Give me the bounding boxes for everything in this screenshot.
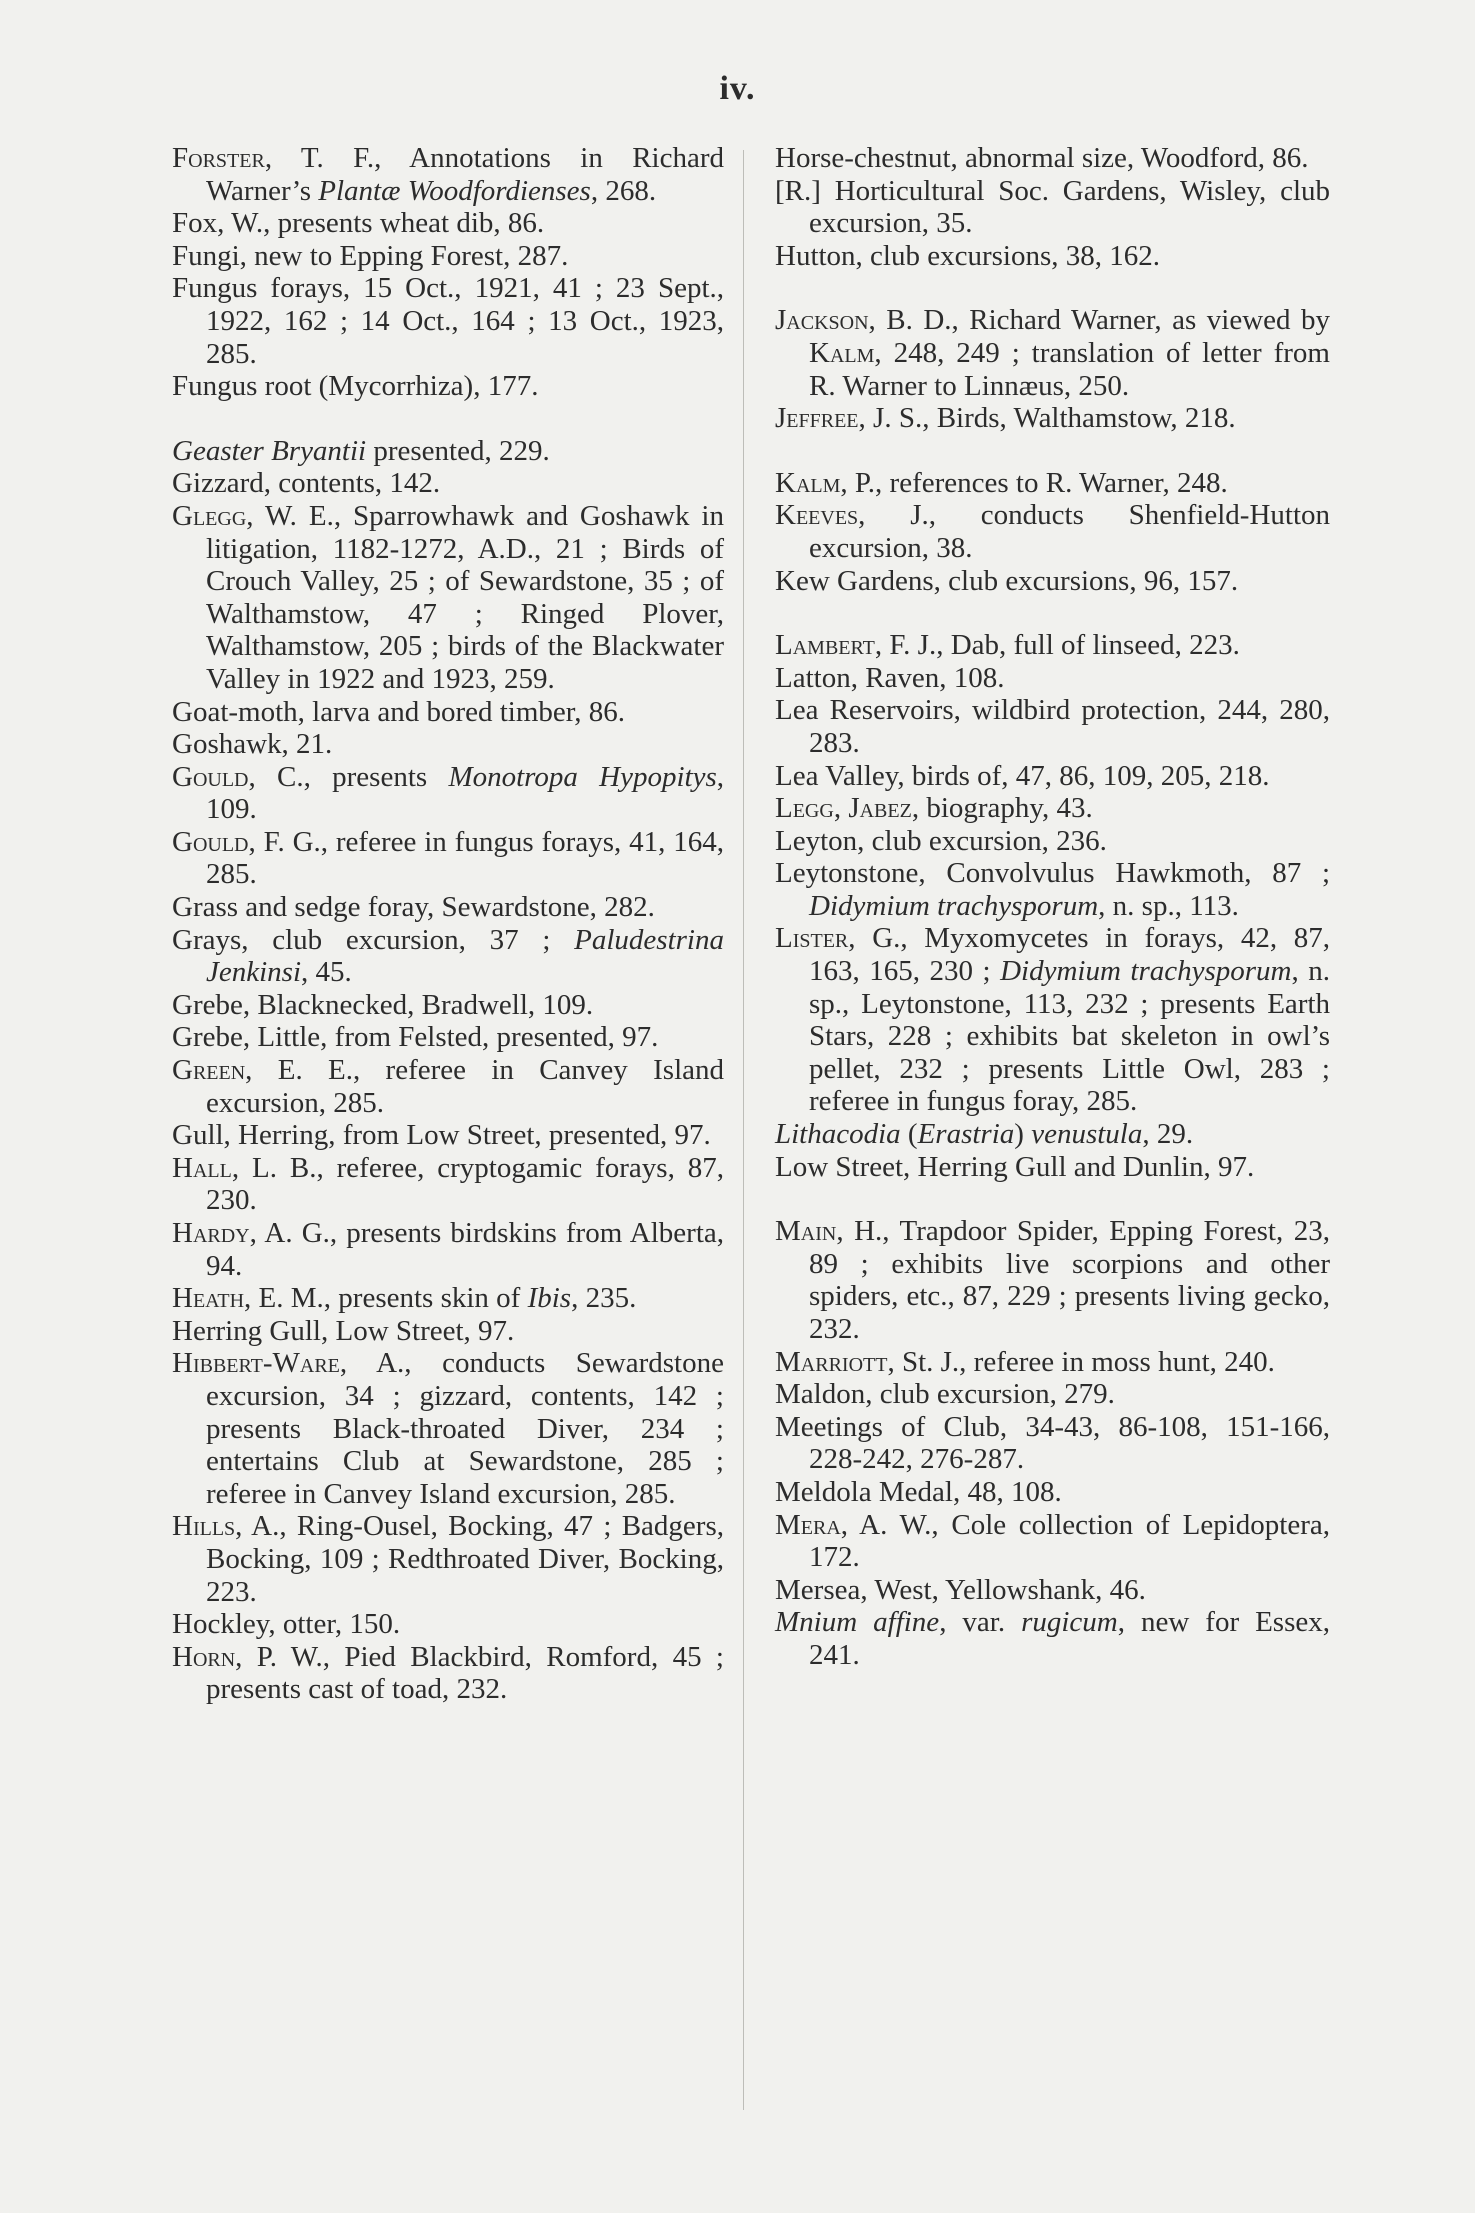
entry-name: Heath	[172, 1282, 245, 1315]
index-entry	[775, 1215, 1330, 1345]
entry-italic-text: Didymium trachysporum	[1000, 955, 1292, 988]
page-number: iv.	[719, 70, 756, 107]
entry-text: Grays, club excursion, 37 ;	[172, 923, 575, 956]
entry-text: , 248, 249 ; translation of letter from R. Warner to Linnæus, 250.	[809, 336, 1330, 402]
entry-text: , P. W., Pied Blackbird, Romford, 45 ; presents cast of toad, 232.	[206, 1640, 724, 1706]
entry-name: Jackson	[775, 304, 869, 337]
index-entry	[775, 1378, 1330, 1411]
entry-text: , A. W., Cole collection of Lepidoptera, 172.	[809, 1508, 1330, 1574]
entry-text: Gizzard, contents, 142.	[172, 467, 441, 500]
entry-text: Grass and sedge foray, Sewardstone, 282.	[172, 891, 655, 924]
index-entry	[172, 1315, 724, 1348]
entry-text: , C., presents	[248, 760, 449, 793]
entry-name: Hills	[172, 1510, 236, 1543]
entry-name: Marriott	[775, 1345, 888, 1378]
entry-name: Lambert	[775, 629, 875, 662]
entry-name: Hardy	[172, 1217, 250, 1249]
entry-text: , P., references to R. Warner, 248.	[840, 466, 1228, 499]
entry-name: Lister	[775, 922, 849, 955]
entry-italic-text: Ibis	[527, 1282, 572, 1315]
entry-text: Low Street, Herring Gull and Dunlin, 97.	[775, 1150, 1255, 1183]
index-entry	[172, 728, 724, 761]
index-entry	[172, 826, 724, 891]
index-entry	[775, 499, 1330, 564]
entry-text: Fungus forays, 15 Oct., 1921, 41 ; 23 Sept., 1922, 162 ; 14 Oct., 164 ; 13 Oct., 1923, 285.	[172, 272, 724, 370]
index-entry	[775, 1118, 1330, 1151]
entry-text: , E. M., presents skin of	[244, 1282, 528, 1315]
index-column-right	[775, 142, 1330, 1672]
index-entry	[775, 857, 1330, 922]
entry-text: , A., Ring-Ousel, Bocking, 47 ; Badgers, Bocking, 109 ; Redthroated Diver, Bocking, 223.	[206, 1510, 724, 1608]
entry-text: Hockley, otter, 150.	[172, 1608, 401, 1641]
entry-italic-text: Plantæ Woodfordienses	[318, 174, 591, 207]
index-entry	[172, 500, 724, 696]
index-entry	[172, 272, 724, 370]
index-entry	[775, 662, 1330, 695]
entry-name: Horn	[172, 1640, 236, 1673]
entry-text: , St. J., referee in moss hunt, 240.	[887, 1345, 1275, 1378]
entry-italic-text: rugicum	[1021, 1606, 1118, 1639]
entry-text: , 45.	[301, 956, 352, 989]
entry-text: , biography, 43.	[911, 792, 1093, 825]
index-entry	[172, 207, 724, 240]
index-entry	[172, 761, 724, 826]
entry-name: Gould	[172, 760, 249, 793]
entry-text: Leyton, club excursion, 236.	[775, 824, 1107, 857]
index-entry	[775, 792, 1330, 825]
entry-text: , n. sp., 113.	[1098, 889, 1239, 922]
entry-text: , W. E., Sparrowhawk and Goshawk in litigation, 1182-1272, A.D., 21 ; Birds of Crouch Valley, 25 ; of Sewardstone, 35 ; of Walthamstow, 47 ; Ringed Plover, Walthamstow, 205 ; birds of the Blackwater Valley in 1922 and 1923, 259.	[206, 499, 724, 695]
index-entry	[775, 694, 1330, 759]
entry-text: Goat-moth, larva and bored timber, 86.	[172, 695, 626, 728]
entry-name: Glegg	[172, 499, 247, 532]
entry-text: Leytonstone, Convolvulus Hawkmoth, 87 ;	[775, 857, 1330, 890]
index-entry	[775, 1509, 1330, 1574]
entry-text: Latton, Raven, 108.	[775, 661, 1005, 694]
index-entry	[172, 1282, 724, 1315]
index-entry	[172, 1021, 724, 1054]
entry-text: Maldon, club excursion, 279.	[775, 1378, 1115, 1411]
index-entry	[172, 240, 724, 273]
index-entry	[775, 1606, 1330, 1671]
index-entry	[775, 565, 1330, 598]
index-entry	[172, 1217, 724, 1282]
entry-italic-text: Geaster Bryantii	[172, 434, 367, 467]
index-entry	[775, 1476, 1330, 1509]
index-entry	[172, 1152, 724, 1217]
entry-name: Forster	[172, 142, 265, 174]
entry-text: Lea Reservoirs, wildbird protection, 244, 280, 283.	[775, 694, 1330, 759]
index-entry	[172, 696, 724, 729]
entry-text: Hutton, club excursions, 38, 162.	[775, 239, 1161, 272]
entry-name: Legg, Jabez	[775, 792, 912, 825]
index-entry	[172, 1608, 724, 1641]
entry-text: Herring Gull, Low Street, 97.	[172, 1314, 515, 1347]
entry-text: Goshawk, 21.	[172, 728, 333, 761]
entry-text: Fungus root (Mycorrhiza), 177.	[172, 370, 539, 403]
entry-italic-text: Erastria	[917, 1118, 1015, 1151]
entry-text: , 268.	[590, 174, 657, 207]
index-entry	[172, 1510, 724, 1608]
column-divider	[743, 150, 744, 2110]
entry-text: , 235.	[571, 1282, 637, 1315]
index-entry	[775, 304, 1330, 402]
index-entry	[172, 142, 724, 207]
entry-name: Hall	[172, 1151, 232, 1184]
index-entry	[775, 240, 1330, 273]
entry-text: presented, 229.	[366, 434, 550, 467]
index-entry	[172, 1347, 724, 1510]
index-entry	[775, 142, 1330, 175]
entry-text: , B. D., Richard Warner, as viewed by	[868, 304, 1330, 337]
entry-text: , var.	[939, 1606, 1022, 1639]
index-entry	[172, 370, 724, 403]
entry-name: Keeves	[775, 499, 859, 532]
entry-text: Grebe, Blacknecked, Bradwell, 109.	[172, 988, 594, 1021]
entry-text: , T. F., Annotations in Richard Warner’s	[206, 142, 724, 207]
index-entry	[172, 891, 724, 924]
entry-text: Horse-chestnut, abnormal size, Woodford, 86.	[775, 142, 1309, 174]
index-entry	[775, 402, 1330, 435]
entry-text: Mersea, West, Yellowshank, 46.	[775, 1573, 1146, 1606]
entry-text: Fox, W., presents wheat dib, 86.	[172, 207, 545, 240]
entry-text: Meldola Medal, 48, 108.	[775, 1475, 1062, 1508]
index-column-left	[172, 142, 724, 1706]
entry-italic-text: Monotropa Hypopitys	[448, 760, 717, 793]
entry-text: , A. G., presents birdskins from Alberta, 94.	[206, 1217, 724, 1282]
entry-text: Gull, Herring, from Low Street, presented, 97.	[172, 1119, 711, 1152]
entry-text: , G., Myxomycetes in forays, 42, 87, 163, 165, 230 ;	[809, 922, 1330, 988]
entry-text: , 109.	[206, 760, 725, 826]
entry-text: (	[900, 1118, 918, 1151]
entry-name: Mera	[775, 1508, 841, 1541]
entry-text: , 29.	[1142, 1118, 1194, 1151]
index-entry	[172, 924, 724, 989]
entry-text: , L. B., referee, cryptogamic forays, 87, 230.	[206, 1151, 724, 1217]
entry-text: , n. sp., Leytonstone, 113, 232 ; presents Earth Stars, 228 ; exhibits bat skeleton in owl’s pellet, 232 ; presents Little Owl, 283 ; referee in fungus foray, 285.	[809, 955, 1331, 1118]
entry-text: Lea Valley, birds of, 47, 86, 109, 205, 218.	[775, 759, 1270, 792]
entry-italic-text: venustula	[1031, 1118, 1143, 1151]
index-entry	[775, 1346, 1330, 1379]
entry-name: Green	[172, 1054, 246, 1087]
entry-name: Kalm	[809, 336, 875, 369]
entry-italic-text: Paludestrina Jenkinsi	[206, 923, 724, 989]
index-entry	[775, 175, 1330, 240]
entry-name: Gould	[172, 825, 249, 858]
entry-italic-text: Lithacodia	[775, 1118, 901, 1151]
index-entry	[775, 1411, 1330, 1476]
entry-text: , F. J., Dab, full of linseed, 223.	[874, 629, 1240, 662]
entry-text: , J. S., Birds, Walthamstow, 218.	[858, 402, 1236, 435]
index-entry	[172, 989, 724, 1022]
entry-italic-text: Mnium affine	[775, 1606, 940, 1639]
index-entry	[775, 1574, 1330, 1607]
index-entry	[775, 629, 1330, 662]
entry-text: , J., conducts Shenfield-Hutton excursion, 38.	[809, 499, 1330, 564]
index-entry	[775, 1151, 1330, 1184]
entry-text: Fungi, new to Epping Forest, 287.	[172, 239, 569, 272]
entry-text: )	[1014, 1118, 1032, 1151]
index-entry	[775, 922, 1330, 1118]
entry-text: [R.] Horticultural Soc. Gardens, Wisley, club excursion, 35.	[775, 174, 1330, 240]
entry-text: Grebe, Little, from Felsted, presented, 97.	[172, 1021, 659, 1054]
entry-text: , A., conducts Sewardstone excursion, 34 ; gizzard, contents, 142 ; presents Black-throated Diver, 234 ; entertains Club at Sewardstone, 285 ; referee in Canvey Island excursion, 285.	[206, 1347, 724, 1510]
index-entry	[172, 467, 724, 500]
entry-text: Kew Gardens, club excursions, 96, 157.	[775, 564, 1239, 597]
entry-text: , E. E., referee in Canvey Island excursion, 285.	[206, 1054, 724, 1119]
entry-text: , new for Essex, 241.	[809, 1606, 1330, 1671]
index-entry	[775, 467, 1330, 500]
index-entry	[172, 1119, 724, 1152]
entry-name: Jeffree	[775, 402, 859, 435]
entry-name: Hibbert-Ware	[172, 1347, 340, 1380]
index-entry	[775, 760, 1330, 793]
entry-text: , H., Trapdoor Spider, Epping Forest, 23, 89 ; exhibits live scorpions and other spiders, etc., 87, 229 ; presents living gecko, 232.	[809, 1215, 1330, 1345]
index-entry	[172, 435, 724, 468]
index-entry	[775, 825, 1330, 858]
entry-text: , F. G., referee in fungus forays, 41, 164, 285.	[206, 825, 724, 891]
entry-name: Main	[775, 1215, 837, 1248]
index-entry	[172, 1641, 724, 1706]
entry-name: Kalm	[775, 466, 841, 499]
entry-text: Meetings of Club, 34-43, 86-108, 151-166, 228-242, 276-287.	[775, 1410, 1330, 1476]
index-entry	[172, 1054, 724, 1119]
entry-italic-text: Didymium trachysporum	[809, 889, 1099, 922]
